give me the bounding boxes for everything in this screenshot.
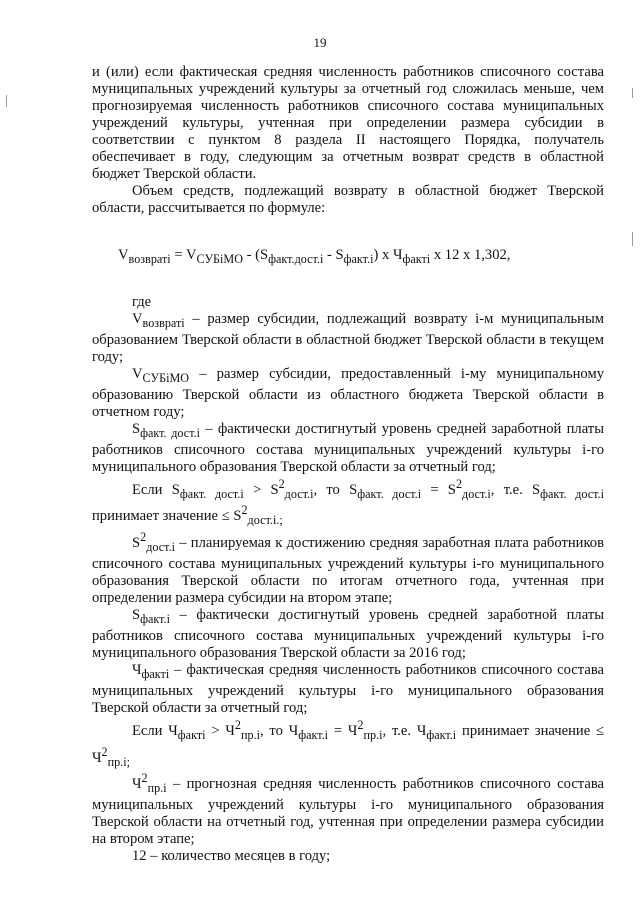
definition-ch-fact: $Ч_{фактi}$ – фактическая средняя численность работников списочного состава муниципальных учреждений культуры i-го муниципального образования Тверской области за отчетный год; xyxy=(92,661,604,716)
definition-ch2-pr: $Ч^2_{пр.i}$ – прогнозная средняя численность работников списочного состава муниципальных учреждений культуры i-го муниципального образования Тверской области на отчетный год, учтенная при определении размера субсидии на втором этапе; xyxy=(92,771,604,848)
condition-s: Если $S_{факт. дост.i} > S^2_{дост.i}$, то $S_{факт. дост.i} = S^2_{дост.i}$, т.е. $S_{факт. дост.i}$ принимает значение ≤ $S^2_{дост.i.;}$ xyxy=(92,476,604,528)
definition-s-fact: $S_{факт.i}$ – фактически достигнутый уровень средней заработной платы работников списочного состава муниципальных учреждений культуры i-го муниципального образования Тверской области за 2016 год; xyxy=(92,606,604,661)
scan-mark-left xyxy=(6,95,7,107)
scan-mark-right xyxy=(632,88,633,98)
definition-v-subsidy: $V_{СУБiМО}$ – размер субсидии, предоставленный i-му муниципальному образованию Тверской области из областного бюджета Тверской области в отчетном году; xyxy=(92,365,604,420)
intro-paragraph: и (или) если фактическая средняя численность работников списочного состава муниципальных учреждений культуры за отчетный год сложилась меньше, чем прогнозируемая численность работников списочного состава муниципальных учреждений культуры, учтенная при определении размера субсидии в соответствии с пунктом 8 раздела II настоящего Порядка, получатель обеспечивает в году, следующим за отчетным возврат средств в областной бюджет Тверской области. xyxy=(92,64,604,182)
condition-ch: Если $Ч_{фактi} > Ч^2_{пр.i}$, то $Ч_{факт.i} = Ч^2_{пр.i}$, т.е. $Ч_{факт.i}$ принимает значение ≤ $Ч^2_{пр.i;}$ xyxy=(92,717,605,769)
where-label: где xyxy=(132,293,152,310)
definition-s2-dost: $S^2_{дост.i}$ – планируемая к достижению средняя заработная плата работников списочного состава муниципальных учреждений культуры i-го муниципального образования Тверской области по итогам отчетного года, учтенная при определении размера субсидии на втором этапе; xyxy=(92,530,604,606)
page-number: 19 xyxy=(313,35,327,50)
volume-paragraph: Объем средств, подлежащий возврату в областной бюджет Тверской области, рассчитывается по формуле: xyxy=(92,183,604,216)
page-body xyxy=(92,64,604,865)
definition-v-return: $V_{возвратi}$ – размер субсидии, подлежащий возврату i-м муниципальным образованием Тверской области в областной бюджет Тверской области в текущем году; xyxy=(92,310,604,365)
scan-mark-right-lower xyxy=(632,232,633,246)
return-formula: $V_{возвратi} = V_{СУБiМО} - (S_{факт.дост.i} - S_{факт.i})$ х $Ч_{фактi}$ х 12 х 1,302, xyxy=(118,247,511,266)
definition-12-months: 12 – количество месяцев в году; xyxy=(132,848,331,865)
definition-s-fact-dost: $S_{факт. дост.i}$ – фактически достигнутый уровень средней заработной платы работников списочного состава муниципальных учреждений культуры i-го муниципального образования Тверской области за отчетный год; xyxy=(92,420,604,475)
